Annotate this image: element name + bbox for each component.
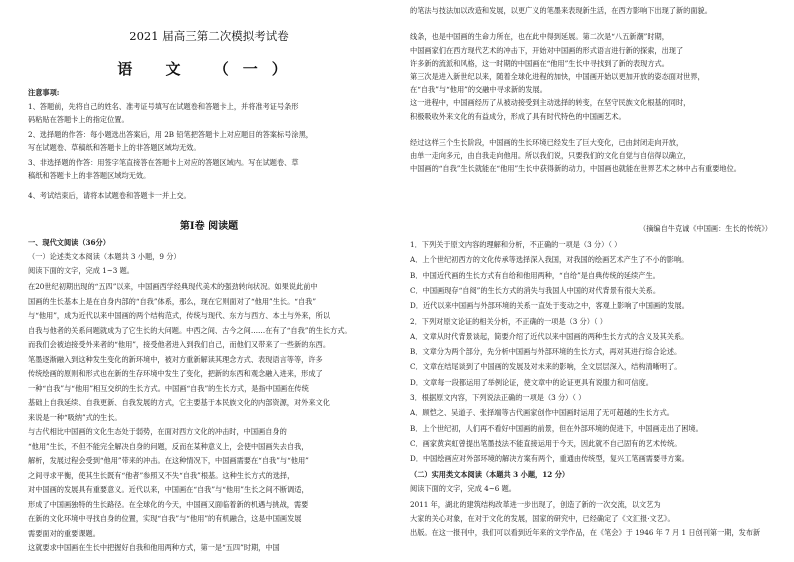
passage-line: 在新的文化环境中寻找自身的位置，实现“自我”与“他用”的有机融合，这是中国画发展: [28, 514, 302, 523]
question-line: B．上个世纪初，人们再不看好中国画的前景，但在外部环境的促进下，中国画走出了困境。: [410, 423, 703, 433]
passage-line: 出版。在这一报刊中，我们可以看到近年来的文学作品，在《笔会》于 1946 年 7 月 1 日创刊第一期，发布新: [410, 528, 761, 537]
passage-line: 需要面对的重要课题。: [28, 528, 100, 538]
passage-line: 笔墨逐渐融入到这种发生变化的新环境中，被对方重新解读其理念方式、表现语言等等，许多: [28, 354, 323, 364]
notice-line: 写在试题卷、草稿纸和答题卡上的非答题区域均无效。: [28, 143, 201, 152]
question-line: 2．下列对原文论证的相关分析，不正确的一项是（3 分）（ ）: [410, 316, 607, 326]
right-column: [410, 0, 772, 562]
notice-line: 2、选择题的作答：每小题选出答案后，用 2B 铅笔把答题卡上对应题目的答案标号涂黑，: [28, 130, 313, 139]
passage-line: 经过这样三个生长阶段，中国画的生长环境已经发生了巨大变化，已由封闭走向开放，: [410, 138, 684, 147]
question-line: A．文章从时代背景谈起，简要介绍了近代以来中国画的两种生长方式的含义及其关系。: [410, 331, 689, 341]
passage-line: 自我与他者的关系问题就成为了它生长的大问题。中西之间、古今之间……在有了“自我”的生长方式。: [28, 325, 352, 335]
question-line: D．文章每一段都运用了举例论证，使文章中的论证更具有说服力和可信度。: [410, 377, 653, 387]
reading-instruction-2: 阅读下面的文字，完成 4~6 题。: [410, 484, 516, 493]
passage-line: 这一进程中，中国画经历了从被动接受到主动选择的转变，在坚守民族文化根基的同时，: [410, 98, 691, 108]
section2-heading: （二）实用类文本阅读（本题共 3 小题，12 分）: [410, 470, 570, 479]
passage-line: 形成了中国画独特的生长路径。在全球化的今天，中国画又面临着新的机遇与挑战，需要: [28, 499, 309, 509]
passage-line: 与古代相比中国画的文化生态处于弱势，在面对西方文化的冲击时，中国画自身的: [28, 427, 287, 436]
passage-line: 线条，也是中国画的生命力所在，也在此中得到延展。第二次是“八五新潮”时期，: [410, 32, 669, 42]
passage-line: 中国画的“自我”生长就能在“他用”生长中获得新的动力，中国画也就能在世界艺术之林中占有重要地位。: [410, 164, 741, 174]
question-line: 1．下列关于原文内容的理解和分析，不正确的一项是（3 分）（ ）: [410, 240, 622, 249]
passage-line: 而我们会被迫接受外来者的“他用”，接受他者进入到我们自己，而他们又带来了一些新的东西。: [28, 340, 331, 349]
notice-line: 3、非选择题的作答：用签字笔直接答在答题卡上对应的答题区域内。写在试题卷、草: [28, 158, 299, 167]
part-title: 第Ⅰ卷 阅读题: [179, 221, 239, 232]
passage-line: 大家的关心对象，在对于文化的发展，国家的研究中，已经确定了《文汇报·文艺》。: [410, 514, 675, 523]
subsection-heading: （一）论述类文本阅读（本题共 3 小题，9 分）: [28, 252, 181, 261]
left-column: [28, 0, 390, 562]
notice-line: 稿纸和答题卡上的非答题区域均无效。: [28, 171, 151, 180]
passage-line: 由单一走向多元，由自我走向他用。所以我们说，只要我们的文化自觉与自信得以确立，: [410, 151, 691, 161]
passage-line: 一种“自我”与“他用”相互交织的生长方式。中国画“自我”的生长方式，是指中国画在传统: [28, 383, 309, 393]
question-line: B．文章分为两个部分，先分析中国画与外部环境的生长方式，再对其进行综合论述。: [410, 347, 682, 357]
passage-line: 在“自我”与“他用”的交融中寻求新的发展。: [410, 85, 547, 95]
notice-line: 1、答题前，先将自己的姓名、准考证号填写在试题卷和答题卡上，并将准考证号条形: [28, 102, 299, 111]
attribution: （摘编自牛克诚《中国画：生长的传统》）: [639, 224, 772, 233]
question-line: C．文章在结尾谈到了中国画的发展及对未来的影响，全文层层深入，结构清晰明了。: [410, 362, 682, 372]
passage-line: 基础上自我延续、自我更新、自我发展的方式，它主要基于本民族文化的内部资源，对外来文化: [28, 398, 330, 407]
exam-subject: 语 文 （一）: [117, 60, 301, 78]
passage-line: 这就要求中国画在生长中把握好自我和他用两种方式，第一是“五四”时期，中国: [28, 543, 280, 552]
question-line: A．顾恺之、吴道子、张择端等古代画家创作中国画时运用了无可超越的生长方式。: [410, 408, 674, 418]
question-line: C．画家黄宾虹曾提出笔墨技法不能直接运用于今天，因此就不自己固有的艺术传统。: [410, 438, 682, 448]
question-line: B．中国近代画的生长方式有自给和他用两种，“自给”是自典传统的延续产生。: [410, 270, 660, 280]
passage-line: 传统绘画的原则和形式也在新的生存环境中发生了变化，把新的东西和观念融入进来，形成了: [28, 369, 323, 378]
passage-line: 与“他用”，成为近代以来中国画的两个结构范式，传统与现代、东方与西方、本土与外来，所以: [28, 311, 331, 320]
passage-line: 在20世纪初期出现的“五四”以来，中国画西学经典现代美术的强劲转向状况。如果说此前中: [28, 282, 318, 291]
passage-line: 许多新的流派和风格，这一时期的中国画在“他用”生长中寻找到了新的表现方式。: [410, 58, 669, 68]
question-line: D．近代以来中国画与外部环境的关系一直处于变动之中，客观上影响了中国画的发展。: [410, 301, 689, 311]
passage-line: 对中国画的发展具有重要意义。近代以来，中国画在“自我”与“他用”生长之间不断调适，: [28, 485, 309, 494]
exam-title: 2021 届高三第二次模拟考试卷: [129, 29, 289, 43]
passage-line: 国画的生长基本上是在自身内部的“自我”体系，那么，现在它则面对了“他用”生长。“自我”: [28, 296, 316, 306]
passage-line: 中国画家们在西方现代艺术的冲击下，开始对中国画的形式语言进行新的探索，出现了: [410, 45, 684, 55]
passage-line: 之间寻求平衡，使其生长既有“他者”参照又不失“自我”根基。这种生长方式的选择，: [28, 470, 295, 480]
question-line: C．中国画现存“自阅”的生长方式的消失与我国人中国的对代背景有很大关系。: [410, 285, 661, 295]
notice-line: 4、考试结束后，请将本试题卷和答题卡一并上交。: [28, 191, 191, 200]
passage-line: 第三次是进入新世纪以来，随着全球化进程的加快，中国画开始以更加开放的姿态面对世界，: [410, 72, 705, 81]
question-line: D．中国绘画应对外部环境的解决方案有两个，重通由传统型，复兴工笔画需要寻方案。: [410, 454, 689, 464]
passage-line: 解析，发展过程会受到“他用”带来的冲击。在这种情况下，中国画需要在“自我”与“他用”: [28, 456, 309, 465]
question-line: 3．根据原文内容，下列说法正确的一项是（3 分）（ ）: [410, 393, 586, 402]
section-heading: 一、现代文阅读（36分）: [28, 238, 110, 247]
notice-line: 码粘贴在答题卡上的指定位置。: [28, 115, 129, 124]
passage-line: 来说是一种“吸纳”式的生长。: [28, 412, 122, 422]
passage-line: 积极吸收外来文化的有益成分，形成了具有时代特色的中国画艺术。: [410, 111, 626, 121]
passage-line: 2011 年，湖北的建筑结构改革进一步出现了，创造了新的一次交流，以文艺为: [410, 500, 661, 509]
reading-instruction: 阅读下面的文字，完成 1~3 题。: [28, 266, 134, 275]
passage-line: 的笔法与技法加以改造和发展，以更广义的笔墨来表现新生活，在西方影响下出现了新的面貌。: [410, 6, 712, 15]
question-line: A．上个世纪初西方的文化传承等选择深入我国，对我国的绘画艺术产生了不小的影响。: [410, 255, 689, 265]
passage-line: “他用”生长，不但不能完全解决自身的问题，反而在某种意义上，会使中国画失去自我，: [28, 441, 309, 451]
notice-heading: 注意事项:: [28, 88, 60, 97]
